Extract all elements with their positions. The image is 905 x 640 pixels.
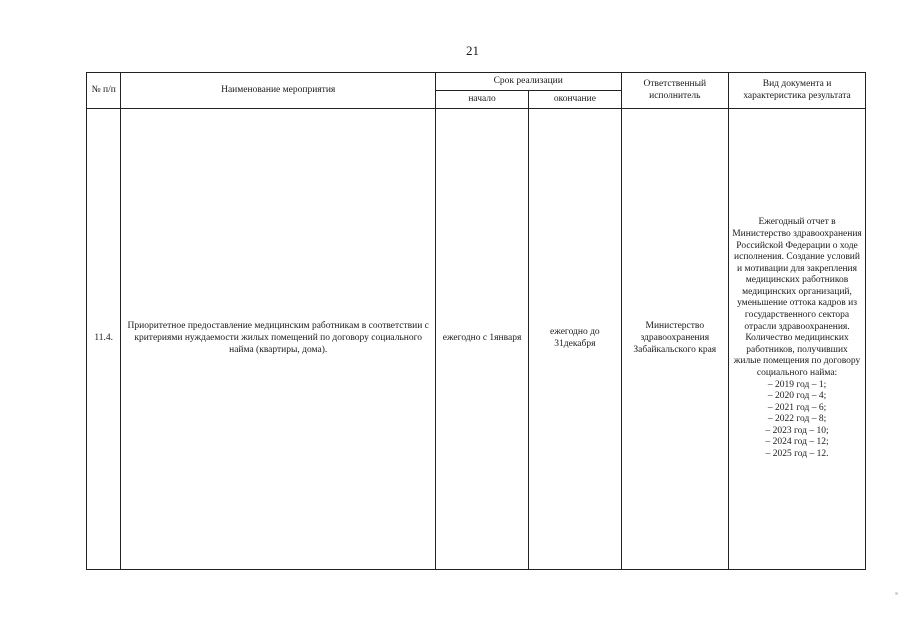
result-item: – 2022 год – 8;: [767, 414, 827, 425]
header-num: № п/п: [87, 73, 121, 109]
table-row: [87, 109, 866, 570]
header-result: Вид документа и характеристика результата: [729, 73, 866, 109]
header-responsible: Ответственный исполнитель: [621, 73, 729, 109]
result-item: – 2024 год – 12;: [765, 437, 829, 448]
cell-start: ежегодно с 1января: [435, 109, 528, 570]
table-header-row: [87, 73, 866, 91]
header-term-start: начало: [435, 91, 528, 109]
header-term: Срок реализации: [435, 73, 621, 91]
header-term-end: окончание: [529, 91, 621, 109]
result-item: – 2021 год – 6;: [767, 402, 827, 413]
cell-name: Приоритетное предоставление медицинским работникам в соответствии с критериями нуждаемости жилых помещений по договору социального найма (квартиры, дома).: [121, 109, 435, 570]
cell-result: [729, 109, 866, 570]
result-item: – 2023 год – 10;: [765, 425, 829, 436]
activity-table: [86, 72, 866, 570]
result-description: Ежегодный отчет в Министерство здравоохранения Российской Федерации о ходе исполнения. Создание условий и мотивации для закрепления медицинских работников медицинских организаций, уменьшение оттока кадров из государственного сектора отрасли здравоохранения. Количество медицинских работников, получивших жилые помещения по договору социального найма:: [732, 217, 862, 378]
result-item: – 2025 год – 12.: [765, 448, 829, 459]
result-item: – 2020 год – 4;: [767, 391, 827, 402]
cell-responsible: Министерство здравоохранения Забайкальского края: [621, 109, 729, 570]
page-number: 21: [466, 43, 479, 58]
header-name: Наименование мероприятия: [121, 73, 435, 109]
result-item: – 2019 год – 1;: [767, 379, 827, 390]
cell-end: ежегодно до 31декабря: [529, 109, 621, 570]
cell-num: 11.4.: [87, 109, 121, 570]
scan-speck: [895, 592, 898, 595]
result-list: [732, 380, 862, 461]
